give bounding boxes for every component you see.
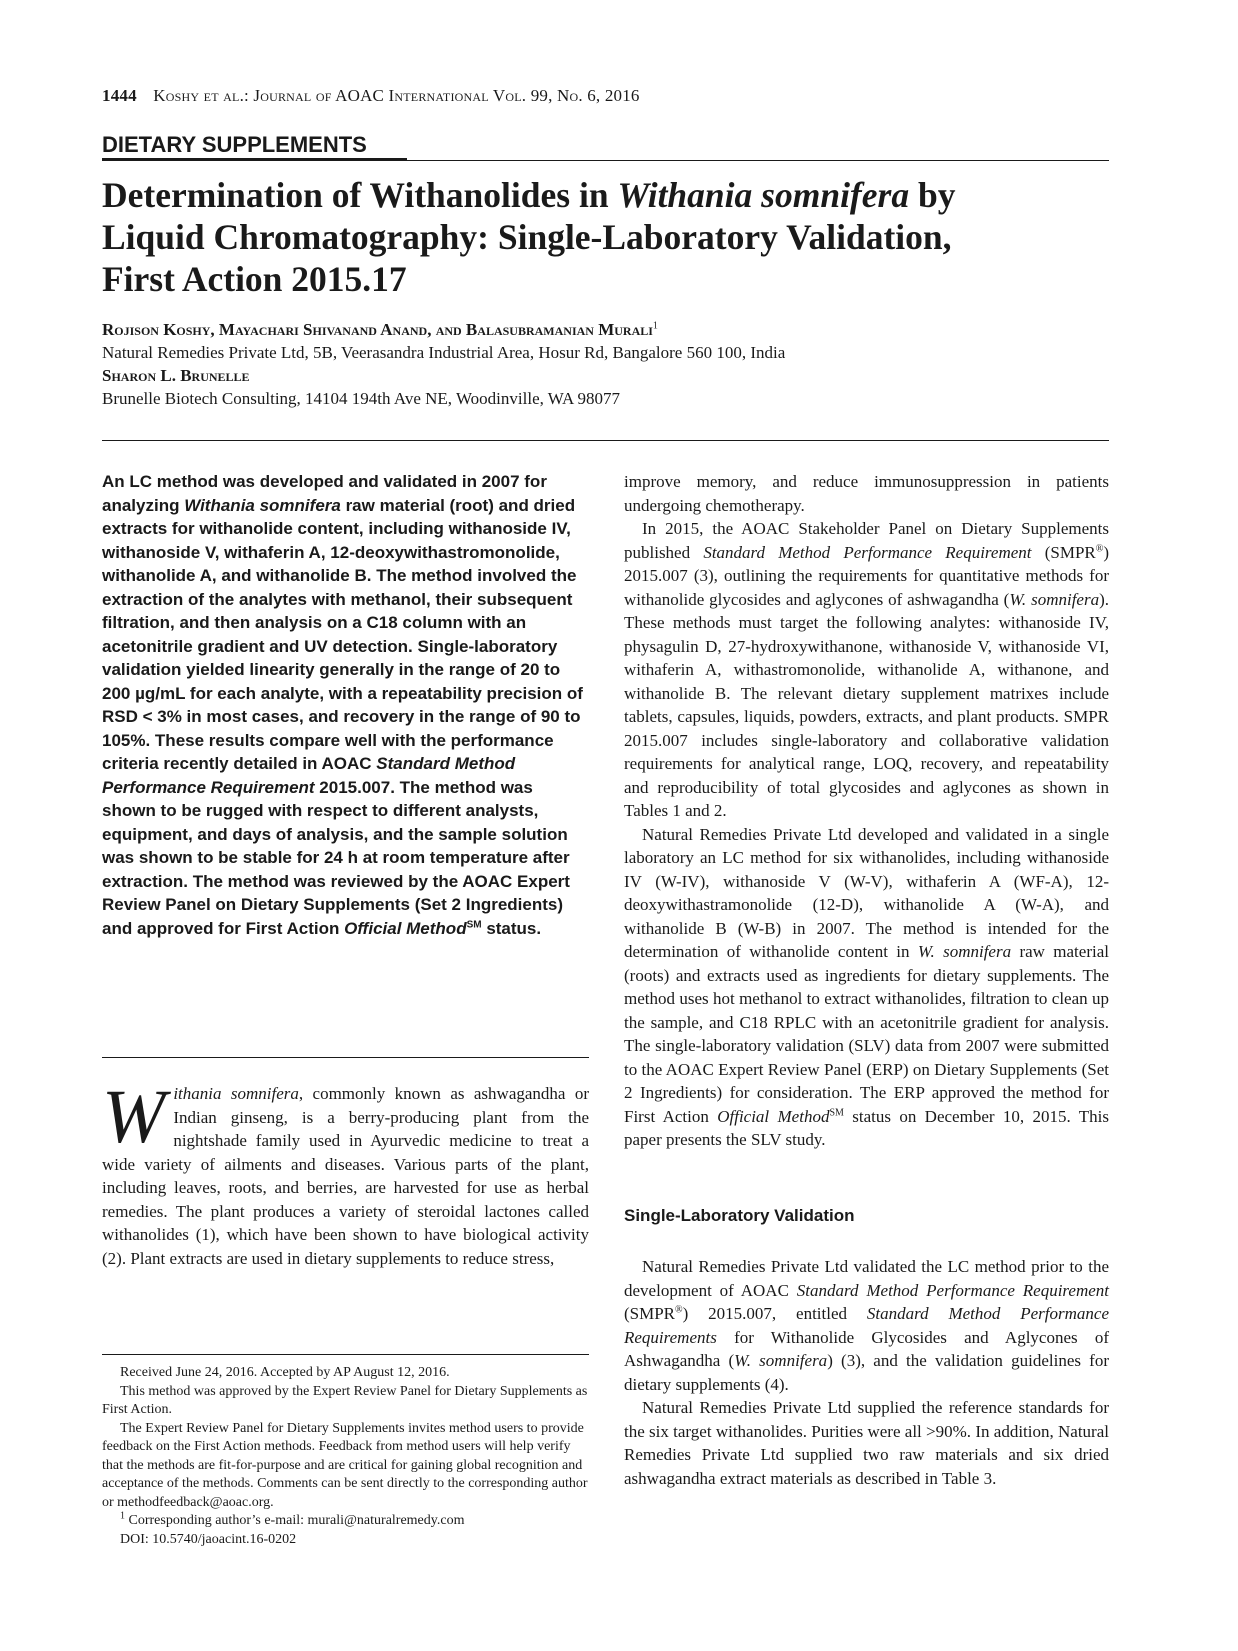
page-number: 1444	[102, 86, 137, 105]
author-block: Rojison Koshy, Mayachari Shivanand Anand, and Balasubramanian Murali$^1$ Natural Remedies Private Ltd, 5B, Veerasandra Industrial Area, Hosur Rd, Bangalore 560 100, India Sharon L. Brunelle Brunelle Biotech Consulting, 14104 194th Ave NE, Woodinville, WA 98077	[102, 318, 1102, 410]
divider	[102, 1057, 589, 1058]
footnote-received: Received June 24, 2016. Accepted by AP August 12, 2016.	[120, 1365, 450, 1380]
footnotes	[102, 1364, 589, 1549]
abstract: An LC method was developed and validated in 2007 for analyzing Withania somnifera raw material (root) and dried extracts for withanolide content, including withanoside IV, withanoside V, withaferin A, 12-deoxywithastromonolide, withanolide A, and withanolide B. The method involved the extraction of the analytes with methanol, their subsequent filtration, and then analysis on a C18 column with an acetonitrile gradient and UV detection. Single-laboratory validation yielded linearity generally in the range of 20 to 200 µg/mL for each analyte, with a repeatability precision of RSD < 3% in most cases, and recovery in the range of 90 to 105%. These results compare well with the performance criteria recently detailed in AOAC Standard Method Performance Requirement 2015.007. The method was shown to be rugged with respect to different analysts, equipment, and days of analysis, and the sample solution was shown to be stable for 24 h at room temperature after extraction. The method was reviewed by the AOAC Expert Review Panel on Dietary Supplements (Set 2 Ingredients) and approved for First Action Official Method℠ status.	[102, 472, 583, 938]
author-names: Sharon L. Brunelle	[102, 366, 250, 385]
section-rule	[102, 158, 407, 161]
running-header	[102, 86, 640, 106]
running-title: Koshy et al.: Journal of AOAC International Vol. 99, No. 6, 2016	[153, 86, 640, 105]
divider	[102, 440, 1109, 441]
right-column	[624, 470, 1109, 1490]
footnote-corresponding: $^1$ Corresponding author’s e-mail: murali@naturalremedy.com	[120, 1510, 465, 1528]
footnote-approved: This method was approved by the Expert Review Panel for Dietary Supplements as First Action.	[102, 1383, 588, 1417]
article-title: Determination of Withanolides in Withania somnifera by Liquid Chromatography: Single-Laboratory Validation, First Action 2015.17	[102, 175, 956, 299]
affiliation: Brunelle Biotech Consulting, 14104 194th Ave NE, Woodinville, WA 98077	[102, 389, 621, 408]
author-names: Rojison Koshy, Mayachari Shivanand Anand, and Balasubramanian Murali	[102, 320, 653, 339]
section-label: DIETARY SUPPLEMENTS	[102, 132, 367, 157]
paragraph: Natural Remedies Private Ltd supplied the reference standards for the six target withanolides. Purities were all >90%. In addition, Natural Remedies Private Ltd supplied two raw materials and six dried ashwagandha extract materials as described in Table 3.	[624, 1398, 1109, 1488]
paragraph: In 2015, the AOAC Stakeholder Panel on Dietary Supplements published Standard Method Performance Requirement (SMPR®) 2015.007 (3), outlining the requirements for quantitative methods for withanolide glycosides and aglycones of ashwagandha (W. somnifera). These methods must target the following analytes: withanoside IV, physagulin D, 27-hydroxywithanone, withanoside V, withanoside VI, withaferin A, withastromonolide, withanolide A, withanone, and withanolide B. The relevant dietary supplement matrixes include tablets, capsules, liquids, powders, extracts, and plant products. SMPR 2015.007 includes single-laboratory and collaborative validation requirements for analytical range, LOQ, recovery, and repeatability and reproducibility of total glycosides and aglycones as shown in Tables 1 and 2.	[624, 519, 1110, 820]
paragraph: Natural Remedies Private Ltd developed and validated in a single laboratory an LC method for six withanolides, including withanoside IV (W-IV), withanoside V (W-V), withaferin A (WF-A), 12-deoxywithastramonolide (12-D), withanolide A (W-A), and withanolide B (W-B) in 2007. The method is intended for the determination of withanolide content in W. somnifera raw material (roots) and extracts used as ingredients for dietary supplements. The method uses hot methanol to extract withanolides, filtration to clean up the sample, and C18 RPLC with an acetonitrile gradient for analysis. The single-laboratory validation (SLV) data from 2007 were submitted to the AOAC Expert Review Panel (ERP) on Dietary Supplements (Set 2 Ingredients) for consideration. The ERP approved the method for First Action Official Method℠ status on December 10, 2015. This paper presents the SLV study.	[624, 824, 1110, 1149]
paragraph: improve memory, and reduce immunosuppression in patients undergoing chemotherapy.	[624, 472, 1109, 515]
intro-paragraph: Withania somnifera, commonly known as ashwagandha or Indian ginseng, is a berry-producing plant from the nightshade family used in Ayurvedic medicine to treat a wide variety of ailments and diseases. Various parts of the plant, including leaves, roots, and berries, are harvested for use as herbal remedies. The plant produces a variety of steroidal lactones called withanolides (1), which have been shown to have biological activity (2). Plant extracts are used in dietary supplements to reduce stress,	[102, 1075, 590, 1268]
drop-cap: W	[102, 1075, 166, 1159]
section-rule-thin	[407, 160, 1109, 161]
footnote-rule	[102, 1354, 589, 1355]
footnote-doi: DOI: 10.5740/jaoacint.16-0202	[120, 1531, 297, 1547]
affiliation: Natural Remedies Private Ltd, 5B, Veerasandra Industrial Area, Hosur Rd, Bangalore 560 100, India	[102, 343, 786, 362]
paragraph: Natural Remedies Private Ltd validated the LC method prior to the development of AOAC Standard Method Performance Requirement (SMPR®) 2015.007, entitled Standard Method Performance Requirements for Withanolide Glycosides and Aglycones of Ashwagandha (W. somnifera) (3), and the validation guidelines for dietary supplements (4).	[624, 1257, 1110, 1394]
subheading: Single-Laboratory Validation	[624, 1205, 855, 1225]
footnote-feedback: The Expert Review Panel for Dietary Supplements invites method users to provide feedback on the First Action methods. Feedback from method users will help verify that the methods are fit-for-purpose and are critical for gaining global recognition and acceptance of the methods. Comments can be sent directly to the corresponding author or methodfeedback@aoac.org.	[102, 1420, 588, 1510]
